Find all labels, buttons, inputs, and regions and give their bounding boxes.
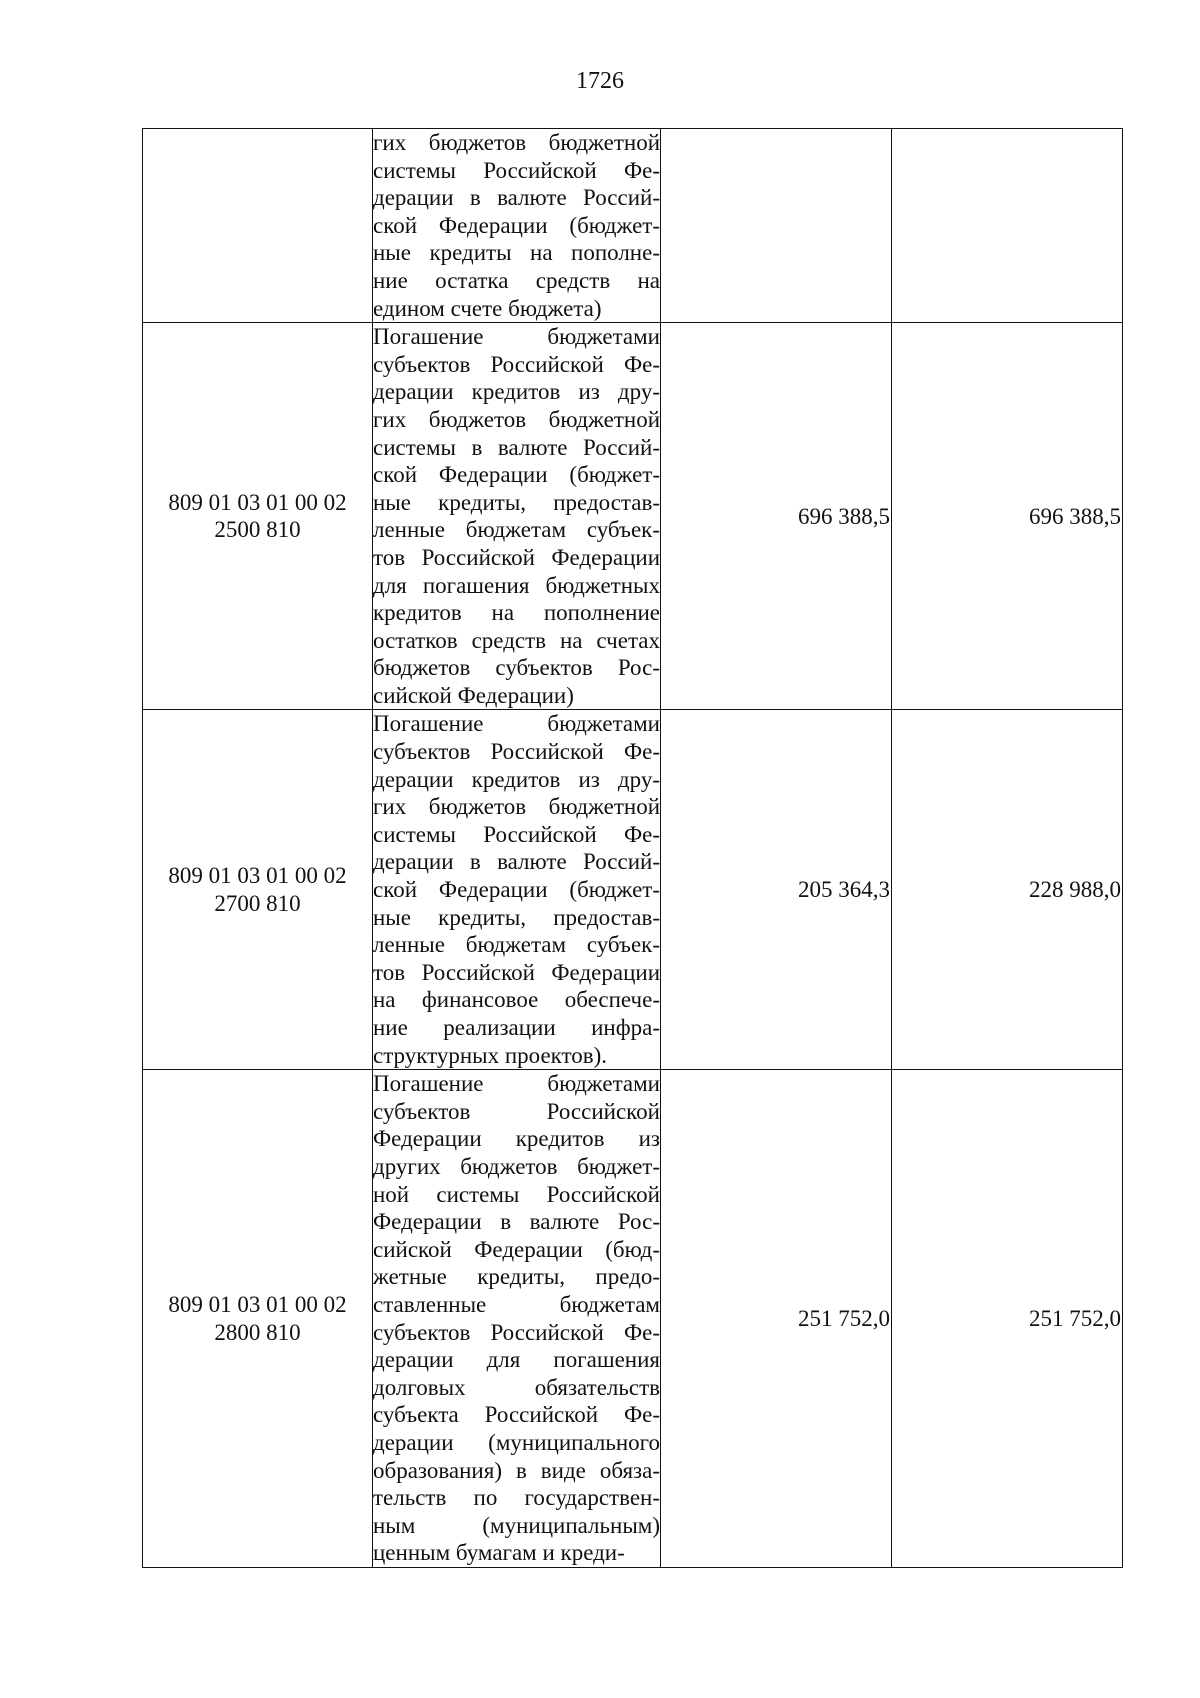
description-line: Федерации в валюте Рос-	[373, 1209, 660, 1235]
description-line: дерации кредитов из дру-	[373, 379, 660, 405]
description-line: ской Федерации (бюджет-	[373, 212, 660, 238]
budget-code-line: 2500 810	[214, 517, 301, 543]
description-line: системы Российской Фе-	[373, 157, 660, 183]
description-cell	[373, 1070, 661, 1568]
description-line: ные кредиты на пополне-	[373, 240, 660, 266]
description-line: образования) в виде обяза-	[373, 1457, 660, 1483]
description-line: субъектов Российской	[373, 1098, 660, 1124]
description-line: кредитов на пополнение	[373, 600, 660, 626]
description-cell	[373, 323, 661, 710]
budget-code-line: 809 01 03 01 00 02	[168, 1291, 347, 1317]
description-line: структурных проектов).	[373, 1042, 608, 1068]
table-row	[143, 323, 1123, 710]
amount-value: 696 388,5	[798, 503, 890, 529]
description-line: ные кредиты, предостав-	[373, 489, 660, 515]
description-line: тов Российской Федерации	[373, 959, 660, 985]
page-number: 1726	[576, 68, 624, 94]
description-line: субъектов Российской Фе-	[373, 1319, 660, 1345]
amount-value: 696 388,5	[1029, 503, 1121, 529]
description-line: бюджетов субъектов Рос-	[373, 655, 660, 681]
description-line: жетные кредиты, предо-	[373, 1264, 660, 1290]
budget-code-line: 809 01 03 01 00 02	[168, 863, 347, 889]
description-cell	[373, 710, 661, 1070]
description-line: ленные бюджетам субъек-	[373, 517, 660, 543]
budget-code-line: 2800 810	[214, 1319, 301, 1345]
description-text	[373, 129, 660, 322]
description-line: дерации в валюте Россий-	[373, 185, 660, 211]
description-cell	[373, 129, 661, 323]
description-line: сийской Федерации)	[373, 682, 574, 708]
value-cell-1	[661, 710, 892, 1070]
description-line: системы в валюте Россий-	[373, 434, 660, 460]
description-line: ской Федерации (бюджет-	[373, 462, 660, 488]
value-cell-1	[661, 129, 892, 323]
amount-value: 251 752,0	[798, 1305, 890, 1331]
description-text	[373, 323, 660, 709]
budget-code-line: 809 01 03 01 00 02	[168, 489, 347, 515]
description-line: ные кредиты, предостав-	[373, 904, 660, 930]
budget-code-cell	[143, 710, 373, 1070]
description-line: ценным бумагам и креди-	[373, 1540, 625, 1566]
budget-table	[142, 128, 1123, 1568]
description-line: ставленные бюджетам	[373, 1291, 660, 1317]
amount-value	[1121, 213, 1122, 238]
description-line: ской Федерации (бюджет-	[373, 877, 660, 903]
description-line: тельств по государствен-	[373, 1485, 660, 1511]
description-line: дерации кредитов из дру-	[373, 766, 660, 792]
description-line: системы Российской Фе-	[373, 821, 660, 847]
amount-value: 251 752,0	[1029, 1305, 1121, 1331]
description-line: дерации в валюте Россий-	[373, 849, 660, 875]
description-line: гих бюджетов бюджетной	[373, 794, 660, 820]
budget-code-cell	[143, 129, 373, 323]
amount-value: 205 364,3	[798, 877, 890, 903]
budget-code-cell	[143, 323, 373, 710]
description-line: Погашение бюджетами	[373, 324, 660, 350]
description-line: гих бюджетов бюджетной	[373, 130, 660, 155]
description-line: гих бюджетов бюджетной	[373, 406, 660, 432]
description-line: дерации (муниципального	[373, 1429, 660, 1455]
value-cell-2	[892, 323, 1123, 710]
description-line: на финансовое обеспече-	[373, 987, 660, 1013]
description-line: для погашения бюджетных	[373, 572, 660, 598]
value-cell-2	[892, 129, 1123, 323]
description-line: субъектов Российской Фе-	[373, 351, 660, 377]
description-line: Погашение бюджетами	[373, 1071, 660, 1097]
table-row	[143, 710, 1123, 1070]
description-line: долговых обязательств	[373, 1374, 660, 1400]
description-text	[373, 710, 660, 1069]
description-line: едином счете бюджета)	[373, 295, 602, 321]
description-line: ной системы Российской	[373, 1181, 660, 1207]
budget-code-line: 2700 810	[214, 890, 301, 916]
value-cell-1	[661, 323, 892, 710]
description-line: тов Российской Федерации	[373, 544, 660, 570]
description-line: субъектов Российской Фе-	[373, 739, 660, 765]
amount-value	[890, 213, 891, 238]
description-line: сийской Федерации (бюд-	[373, 1236, 660, 1262]
value-cell-2	[892, 710, 1123, 1070]
description-line: остатков средств на счетах	[373, 627, 660, 653]
table-row	[143, 129, 1123, 323]
table-body	[143, 129, 1123, 1568]
description-line: ленные бюджетам субъек-	[373, 932, 660, 958]
description-line: Погашение бюджетами	[373, 711, 660, 737]
description-text	[373, 1070, 660, 1567]
description-line: субъекта Российской Фе-	[373, 1402, 660, 1428]
description-line: ным (муниципальным)	[373, 1512, 660, 1538]
description-line: ние остатка средств на	[373, 267, 660, 293]
table-row	[143, 1070, 1123, 1568]
amount-value: 228 988,0	[1029, 877, 1121, 903]
value-cell-2	[892, 1070, 1123, 1568]
description-line: Федерации кредитов из	[373, 1126, 660, 1152]
value-cell-1	[661, 1070, 892, 1568]
description-line: дерации для погашения	[373, 1347, 660, 1373]
budget-code-cell	[143, 1070, 373, 1568]
description-line: ние реализации инфра-	[373, 1015, 660, 1040]
description-line: других бюджетов бюджет-	[373, 1153, 660, 1179]
